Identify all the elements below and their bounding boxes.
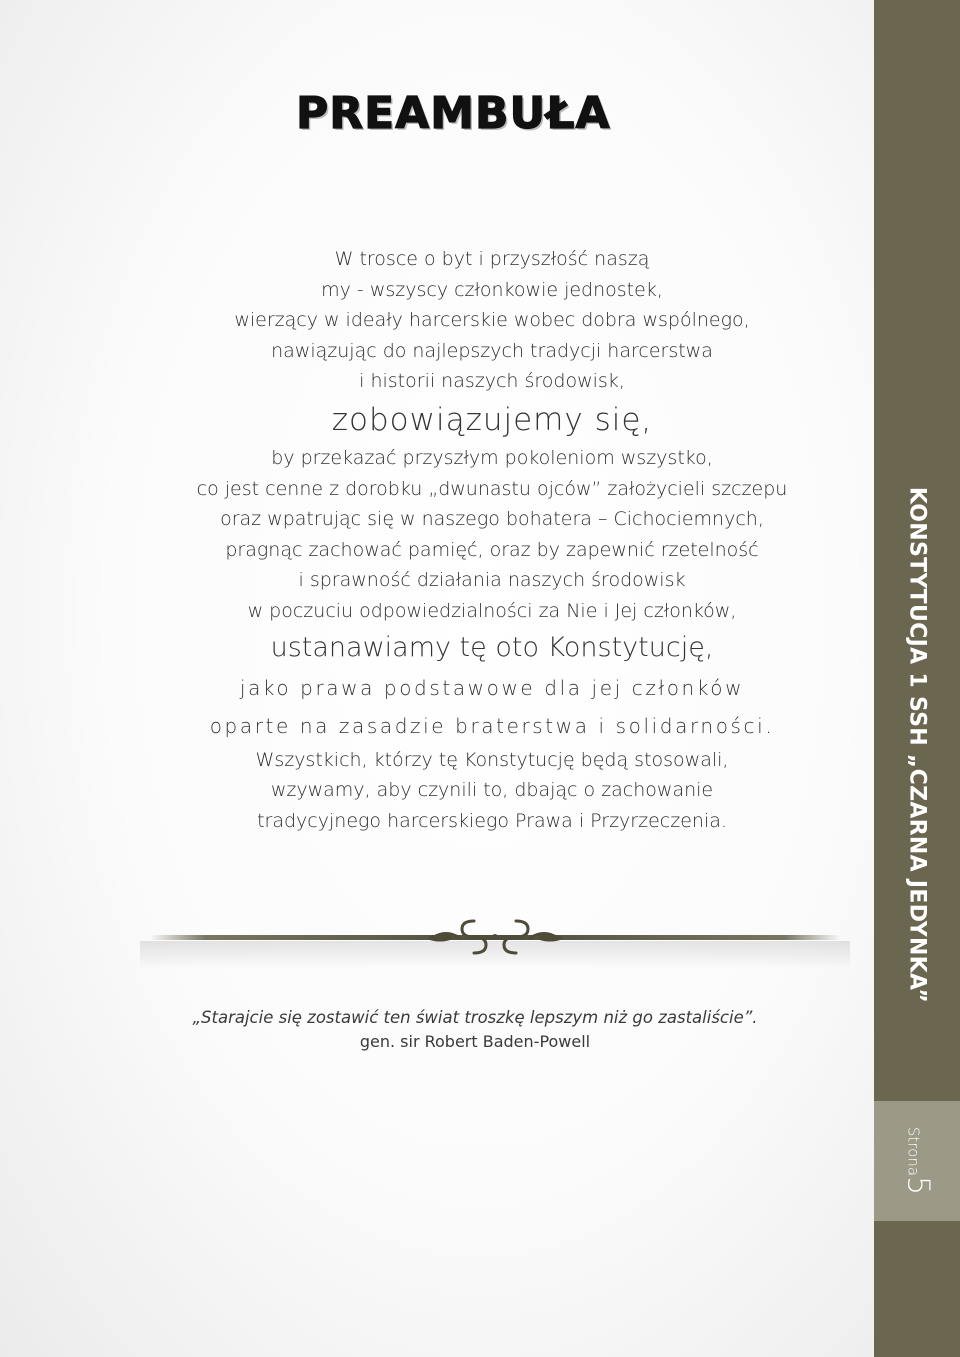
page-word: Strona [904,1126,923,1177]
quote-author: gen. sir Robert Baden-Powell [359,1032,591,1051]
preamble-line: wzywamy, aby czynili to, dbając o zachowanie [270,779,714,802]
preamble-line: co jest cenne z dorobku „dwunastu ojców” założycieli szczepu [196,477,788,500]
preamble-line: w poczuciu odpowiedzialności za Nie i Jej członków, [247,599,737,622]
preamble-line: pragnąc zachować pamięć, oraz by zapewnić rzetelność [225,538,759,561]
preamble-line: i sprawność działania naszych środowisk [298,569,686,592]
preamble-line: oraz wpatrując się w naszego bohatera – Cichociemnych, [220,508,764,531]
preamble-line: i historii naszych środowisk, [359,370,625,393]
preamble-line: wierzący w ideały harcerskie wobec dobra wspólnego, [234,309,750,332]
quote-text: „Starajcie się zostawić ten świat troszkę lepszym niż go zastaliście”. [192,1008,758,1027]
preamble-emphasis-line: ustanawiamy tę oto Konstytucję, [270,631,714,663]
preamble-line: tradycyjnego harcerskiego Prawa i Przyrzeczenia. [257,809,727,832]
preamble-text [130,244,854,836]
page-number-label [901,1127,936,1195]
preamble-line: by przekazać przyszłym pokoleniom wszystko, [271,446,713,469]
page-number: 5 [900,1176,936,1196]
page-number-tab [874,1101,960,1221]
preamble-line: my - wszyscy członkowie jednostek, [321,278,663,301]
page-title: PREAMBUŁA [296,88,611,139]
preamble-spaced-line: oparte na zasadzie braterstwa i solidarności. [209,713,775,738]
preamble-emphasis-line: zobowiązujemy się, [331,401,653,438]
preamble-line: nawiązując do najlepszych tradycji harcerstwa [271,339,713,362]
preamble-line: Wszystkich, którzy tę Konstytucję będą stosowali, [255,748,729,771]
scroll-flourish-divider-icon [140,905,850,975]
preamble-line: W trosce o byt i przyszłość naszą [334,248,650,270]
sidebar-title: KONSTYTUCJA 1 SSH „CZARNA JEDYNKA” [904,486,930,1004]
quote-block [130,1006,820,1054]
preamble-spaced-line: jako prawa podstawowe dla jej członków [239,675,745,700]
